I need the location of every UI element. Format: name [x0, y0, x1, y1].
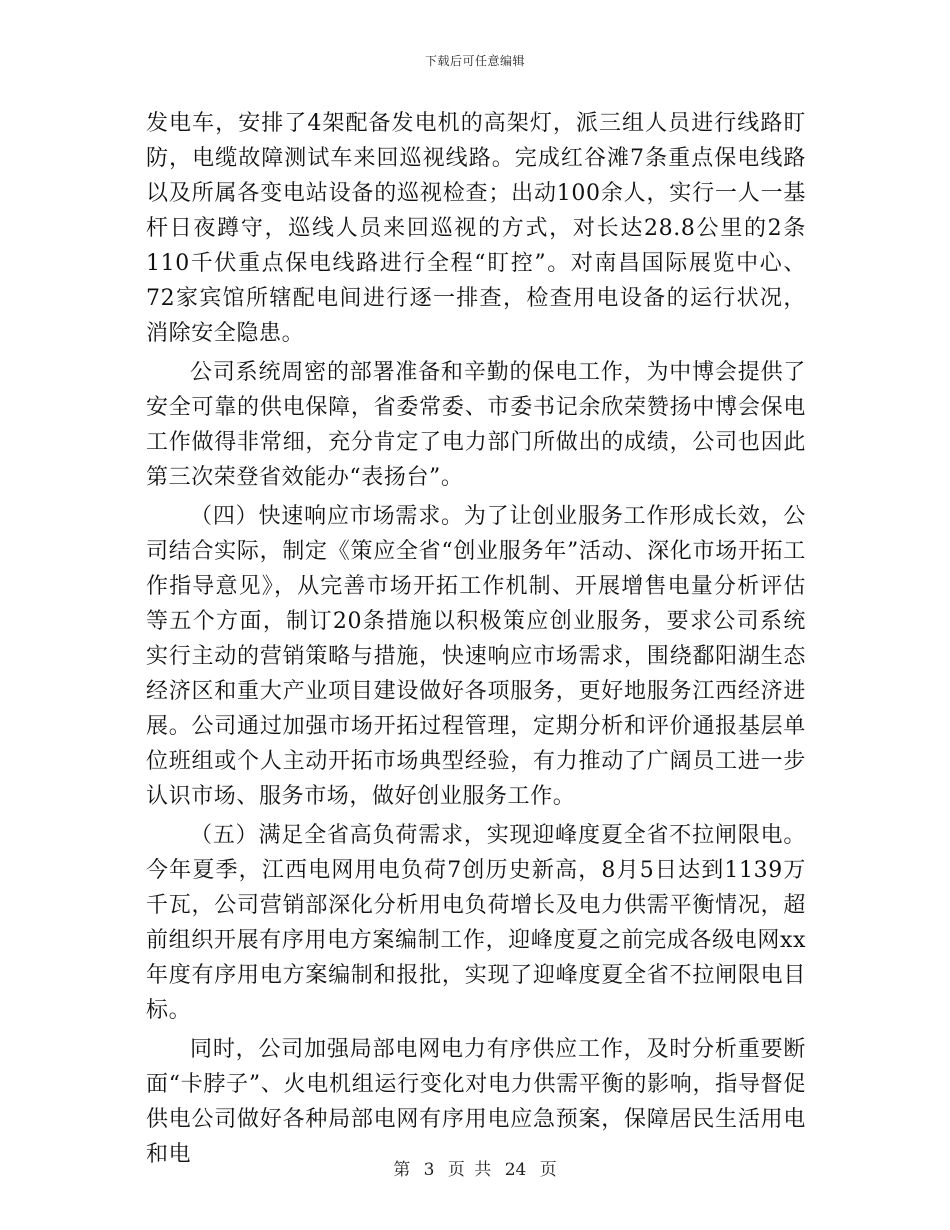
paragraph: 公司系统周密的部署准备和辛勤的保电工作，为中博会提供了安全可靠的供电保障，省委常委、市委书记余欣荣赞扬中博会保电工作做得非常细，充分肯定了电力部门所做出的成绩，公司也因此第三次荣登省效能办“表扬台”。: [146, 360, 806, 490]
page-header: 下载后可任意编辑: [424, 54, 525, 68]
footer-suffix: 页: [539, 1160, 557, 1180]
page-footer: [0, 1155, 950, 1180]
footer-prefix: 第: [393, 1160, 411, 1180]
paragraph-continuation: 发电车，安排了4架配备发电机的高架灯，派三组人员进行线路盯防，电缆故障测试车来回巡视线路。完成红谷滩7条重点保电线路以及所属各变电站设备的巡视检查；出动100余人，实行一人一基杆日夜蹲守，巡线人员来回巡视的方式，对长达28.8公里的2条110千伏重点保电线路进行全程“盯控”。对南昌国际展览中心、72家宾馆所辖配电间进行逐一排查，检查用电设备的运行状况，消除安全隐患。: [146, 111, 806, 346]
footer-page-number: 3: [423, 1160, 435, 1180]
paragraph: 同时，公司加强局部电网电力有序供应工作，及时分析重要断面“卡脖子”、火电机组运行变化对电力供需平衡的影响，指导督促供电公司做好各种局部电网有序用电应急预案，保障居民生活用电和电: [146, 1037, 806, 1167]
footer-middle: 页 共: [447, 1160, 492, 1180]
paragraph: （五）满足全省高负荷需求，实现迎峰度夏全省不拉闸限电。今年夏季，江西电网用电负荷7创历史新高，8月5日达到1139万千瓦，公司营销部深化分析用电负荷增长及电力供需平衡情况，超前组织开展有序用电方案编制工作，迎峰度夏之前完成各级电网xx年度有序用电方案编制和报批，实现了迎峰度夏全省不拉闸限电目标。: [146, 823, 806, 1023]
footer-total-pages: 24: [504, 1160, 527, 1180]
document-body: [146, 106, 806, 1176]
paragraph: （四）快速响应市场需求。为了让创业服务工作形成长效，公司结合实际，制定《策应全省“创业服务年”活动、深化市场开拓工作指导意见》，从完善市场开拓工作机制、开展增售电量分析评估等五个方面，制订20条措施以积极策应创业服务，要求公司系统实行主动的营销策略与措施，快速响应市场需求，围绕鄱阳湖生态经济区和重大产业项目建设做好各项服务，更好地服务江西经济进展。公司通过加强市场开拓过程管理，定期分析和评价通报基层单位班组或个人主动开拓市场典型经验，有力推动了广阔员工进一步认识市场、服务市场，做好创业服务工作。: [146, 504, 806, 809]
